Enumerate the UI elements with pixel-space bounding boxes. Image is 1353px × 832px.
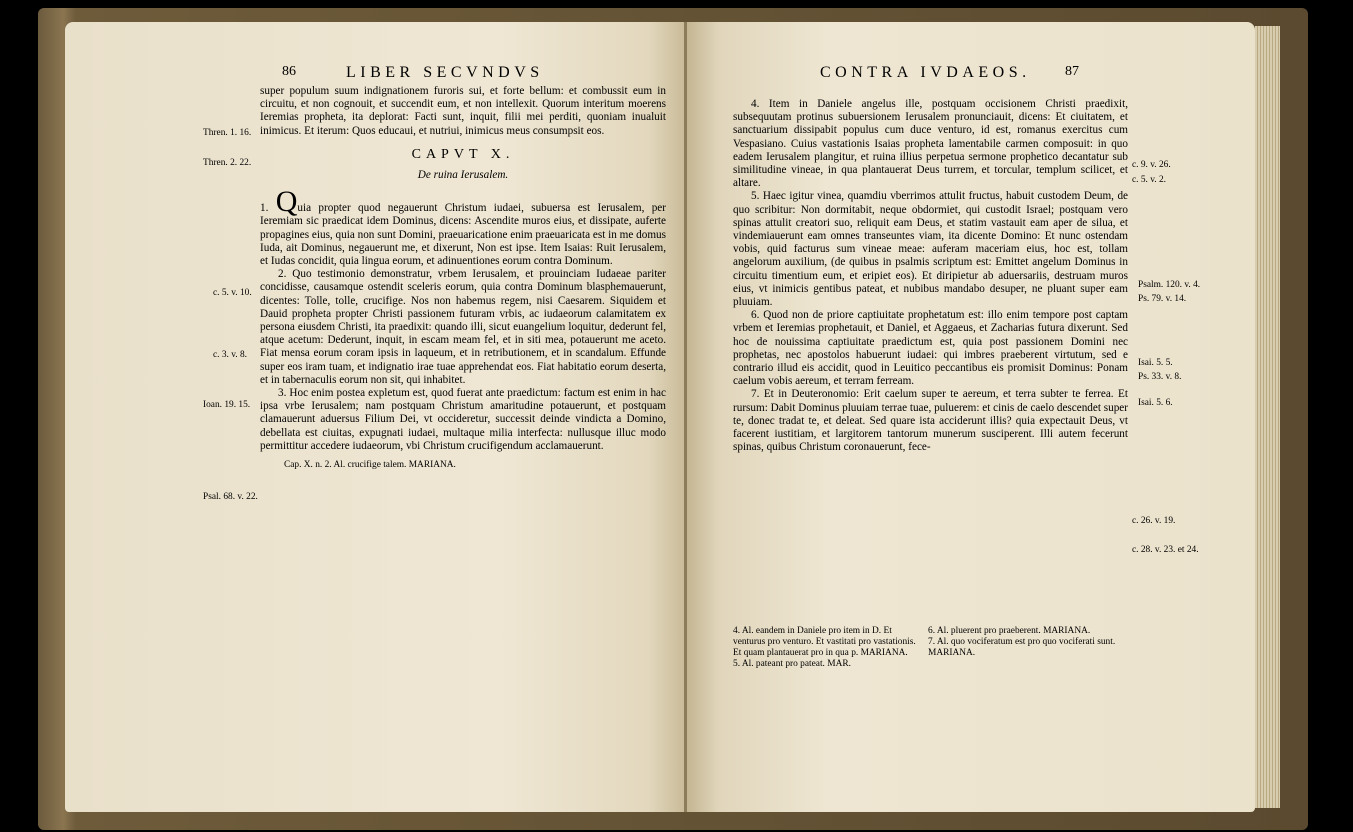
section-1-text: uia propter quod negauerunt Christum iudaei, subuersa est Ierusalem, per Ieremiam sic praedicat idem Dominus, dicens: Ascendite muros eius, et dissipate, auferte propagines eius, quia non sunt Domini, praeuaricatione enim praeuaricata est in me domus Iuda, ait Dominus, negauerunt me, et dixerunt, Non est ipse. Item Isaias: Ruit Ierusalem, et Iudas concidit, quia lingua eorum, et adinuentiones eorum contra Dominum. <box>260 202 667 268</box>
margin-note: Isai. 5. 5. <box>1138 358 1173 368</box>
section-2-text: 2. Quo testimonio demonstratur, vrbem Ierusalem, et prouinciam Iudaeae pariter concidisse, causamque ostendit sceleris eorum, quia contra Dominum blasphemauerunt, dicentes: Tolle, tolle, crucifige. Nos non habemus regem, nisi Caesarem. Siquidem et Dauid propheta propter Christi passionem futuram vrbis, ac iudaeorum calamitatem ex persona eiusdem Christi, ita praedixit: quando illi, sicut euangelium loquitur, dederunt fel, atque acetum: Dederunt, inquit, in escam meam fel, et in siti mea, potauerunt me aceto. Fiat mensa eorum coram ipsis in laqueum, et in retributionem, et in scandalum. Effunde super eos iram tuam, et indignatio irae tuae apprehendat eos. Fiat habitatio eorum deserta, et in tabernaculis eorum non sit, qui inhabitet. <box>260 268 666 386</box>
right-page-number: 87 <box>1065 64 1079 79</box>
book-spine <box>684 22 687 812</box>
footnote: 5. Al. pateant pro pateat. MAR. <box>733 659 851 669</box>
section-3-text: 3. Hoc enim postea expletum est, quod fuerat ante praedictum: factum est enim in hac ipsa vrbe Ierusalem; nam postquam Christum amaritudine potauerunt, et postquam clamauerunt aduersus Filium Dei, vt occideretur, successit deinde vindicta a Domino, debellata est ciuitas, expugnati iudaei, multaque milia interfecta: nullusque illuc modo permittitur accedere iudaeorum, vbi Christum crucifigendum acclamauerunt. <box>260 387 666 452</box>
right-paragraph: 6. Quod non de priore captiuitate prophetatum est: illo enim tempore post captam vrbem et Ieremias prophetauit, et Daniel, et Aggaeus, et Zacharias futura dixerunt. Sed hoc de nouissima captiuitate praedictum est, quia post passionem Domini nec prophetas, nec apostolos habuerunt iudaei: qui imbres praeberent virtutum, sed e contrario illud eis accidit, quod in Leuitico peccantibus eis promisit Dominus: Ponam caelum vobis aereum, et terram ferream. <box>733 309 1128 388</box>
right-text-block <box>733 98 1128 454</box>
margin-note: Ioan. 19. 15. <box>203 400 251 410</box>
margin-note: c. 28. v. 23. et 24. <box>1132 545 1199 555</box>
right-paragraph: 5. Haec igitur vinea, quamdiu vberrimos attulit fructus, habuit custodem Deum, de quo scribitur: Non dormitabit, neque obdormiet, qui custodit Israel; postquam vero spinas attulit creatori suo, reliquit eam Deus, et statim vastauit eam aper de silua, et vindemiauerunt eam omnes transeuntes viam, ita dicente Domino: Et nunc ostendam vobis, quid facturus sum vineae meae: auferam maceriam eius, hoc est, tollam angelorum auxilium, (de quibus in psalmis scriptum est: Emittet angelum Dominus in circuitu timentium eum, et eripiet eos). Et diripietur ab aduersariis, destruam muros eius, vt inimicis gentibus pateat, et nubibus mandabo desuper, ne pluant super eam pluuiam. <box>733 190 1128 309</box>
margin-note: Thren. 2. 22. <box>203 158 252 168</box>
left-text-block <box>260 85 666 472</box>
chapter-subtitle: De ruina Ierusalem. <box>417 169 509 182</box>
margin-note: c. 3. v. 8. <box>213 350 248 360</box>
page-edges <box>1255 26 1280 808</box>
right-footnotes-right <box>928 626 1128 659</box>
margin-note: Psal. 68. v. 22. <box>203 492 258 502</box>
margin-note: c. 5. v. 10. <box>213 288 252 298</box>
footnote: 4. Al. eandem in Daniele pro item in D. Et venturus pro venturo. Et vastitati pro vastationis. Et quam plantauerat pro in qua p. MARIANA. <box>733 626 916 658</box>
margin-note: c. 26. v. 19. <box>1132 516 1176 526</box>
margin-note: c. 5. v. 2. <box>1132 175 1167 185</box>
chapter-title: CAPVT X. <box>411 146 515 162</box>
right-paragraph: 4. Item in Daniele angelus ille, postquam occisionem Christi praedixit, subsequutam protinus subuersionem Ierusalem pronunciauit, dicens: Et ciuitatem, et sanctuarium dissipabit populus cum duce venturo, id est, romanus exercitus cum Vespasiano. Cuius vastationis Isaias propheta lamentabile carmen composuit: in quo eadem Ierusalem plangitur, et ruina illius perpetua sermone prophetico decantatur sub similitudine vineae, in qua plantauerat Deus turrem, et torcular, templum scilicet, et altare. <box>733 98 1128 190</box>
margin-note: Psalm. 120. v. 4. <box>1138 280 1201 290</box>
margin-note: Isai. 5. 6. <box>1138 398 1173 408</box>
section-1-number: 1. <box>260 202 269 215</box>
margin-note: c. 9. v. 26. <box>1132 160 1171 170</box>
footnote: 7. Al. quo vociferatum est pro quo vociferati sunt. MARIANA. <box>928 637 1116 658</box>
right-paragraph: 7. Et in Deuteronomio: Erit caelum super te aereum, et terra subter te ferrea. Et rursum: Dabit Dominus pluuiam terrae tuae, puluerem: et cinis de caelo descendet super te, donec tradat te, et deleat. Sed quare ista acciderunt illis? quia expectauit Deus, vt facerent iustitiam, et largitorem tantorum munerum susciperent. Illi autem fecerunt spinas, quibus Christum coronauerunt, fece- <box>733 388 1128 454</box>
right-footnotes-left <box>733 626 923 670</box>
left-page-number: 86 <box>282 64 296 79</box>
margin-note: Ps. 33. v. 8. <box>1138 372 1182 382</box>
footnote: 6. Al. pluerent pro praeberent. MARIANA. <box>928 626 1091 636</box>
left-footnote: Cap. X. n. 2. Al. crucifige talem. MARIANA. <box>284 460 456 471</box>
left-running-head: LIBER SECVNDVS <box>346 64 544 81</box>
margin-note: Thren. 1. 16. <box>203 128 252 138</box>
margin-note: Ps. 79. v. 14. <box>1138 294 1187 304</box>
left-paragraph: super populum suum indignationem furoris sui, et forte bellum: et combussit eum in circuitu, et non cognouit, et succendit eum, et non intellexit. Quorum interitum moerens Ieremias propheta, ita deplorat: Facti sunt, inquit, filii mei perditi, quoniam inualuit inimicus. Et iterum: Quos educaui, et nutriui, inimicus meus consumpsit eos. <box>260 85 666 137</box>
drop-cap: Q <box>275 185 298 219</box>
right-running-head: CONTRA IVDAEOS. <box>820 64 1031 81</box>
